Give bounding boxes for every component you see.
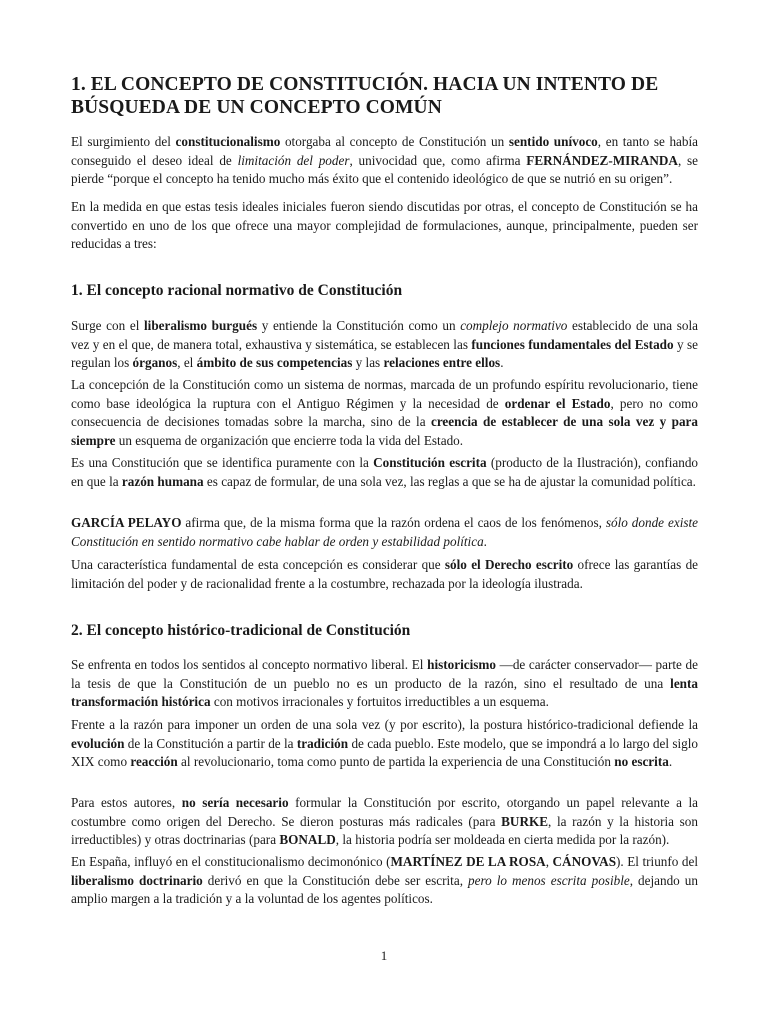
text-run: de la Constitución a partir de la <box>124 735 297 751</box>
text-run: , dejando un amplio margen a la tradición y a la voluntad de los agentes políticos. <box>71 872 698 906</box>
italic-text: pero lo menos escrita posible <box>468 872 630 888</box>
intro-paragraph <box>71 133 698 189</box>
text-run: , se pierde “porque el concepto ha tenido mucho más éxito que el contenido ideológico de que se nutrió en su origen”. <box>71 152 698 186</box>
bold-text: sólo el Derecho escrito <box>444 557 574 572</box>
text-run: con motivos irracionales y fortuitos irreductibles a un esquema. <box>210 694 549 709</box>
section-paragraph <box>71 656 698 712</box>
text-run: ofrece las garantías de limitación del poder y de racionalidad frente a la costumbre, rechazada por la ideología ilustrada. <box>71 557 699 591</box>
text-run: , la razón y la historia son irreductibles) y otras doctrinarias (para <box>71 813 698 847</box>
text-run: (producto de la Ilustración), confiando en que la <box>71 455 699 489</box>
page-number: 1 <box>380 948 388 963</box>
text-run: , la historia podría ser moldeada en cierta medida por la razón). <box>335 832 670 847</box>
bold-text: BURKE <box>501 813 549 829</box>
italic-text: limitación del poder <box>237 152 350 168</box>
section-paragraph <box>71 716 698 772</box>
text-run: Es una Constitución que se identifica puramente con la <box>71 455 374 470</box>
text-run: , el <box>177 355 197 370</box>
bold-text: constitucionalismo <box>175 134 281 149</box>
bold-text: reacción <box>130 754 178 769</box>
intro-paragraph <box>71 198 698 254</box>
italic-text: complejo normativo <box>460 318 568 333</box>
text-run: afirma que, de la misma forma que la razón ordena el caos de los fenómenos, <box>181 515 606 530</box>
bold-text: GARCÍA PELAYO <box>71 515 182 530</box>
section-paragraph <box>71 317 698 373</box>
text-run: al revolucionario, toma como punto de partida la experiencia de una Constitución <box>177 754 615 769</box>
bold-text: liberalismo doctrinario <box>71 872 203 888</box>
text-run: formular la Constitución por escrito, otorgando un papel relevante a la costumbre como origen del Derecho. Se dieron posturas más radicales (para <box>71 795 698 829</box>
bold-text: órganos <box>132 355 178 370</box>
text-run: , univocidad que, como afirma <box>349 152 527 168</box>
bold-text: CÁNOVAS <box>552 854 617 869</box>
section-paragraph <box>71 794 698 850</box>
text-run: Para estos autores, <box>71 795 182 810</box>
bold-text: ámbito de sus competencias <box>196 355 353 370</box>
text-run: —de carácter conservador— parte de la tesis de que la Constitución de un pueblo no es un producto de la razón, sino el resultado de una <box>71 657 698 691</box>
section-paragraph <box>71 514 698 551</box>
text-run: ). El triunfo del <box>616 854 699 869</box>
text-run: un esquema de organización que encierre toda la vida del Estado. <box>115 432 464 448</box>
text-run: , <box>545 854 553 869</box>
text-run: de cada pueblo. Este modelo, que se impondrá a lo largo del siglo XIX como <box>71 735 698 769</box>
bold-text: funciones fundamentales del Estado <box>471 336 674 352</box>
bold-text: BONALD <box>279 832 336 847</box>
text-run: El surgimiento del <box>71 134 176 149</box>
bold-text: Constitución escrita <box>373 455 487 470</box>
italic-text: sólo donde existe Constitución en sentido normativo cabe hablar de orden y estabilidad política <box>71 515 699 549</box>
text-run: y se regulan los <box>71 336 698 370</box>
document-title: 1. EL CONCEPTO DE CONSTITUCIÓN. HACIA UN INTENTO DE BÚSQUEDA DE UN CONCEPTO COMÚN <box>71 74 659 118</box>
text-run: y las <box>352 355 384 370</box>
bold-text: relaciones entre ellos <box>383 355 501 370</box>
section-paragraph <box>71 454 698 491</box>
text-run: otorgaba al concepto de Constitución un <box>280 134 509 149</box>
text-run: establecido de una sola vez y en el que, de manera total, exhaustiva y sistemática, se establecen las <box>71 318 698 352</box>
bold-text: no escrita <box>614 754 669 769</box>
section-paragraph <box>71 376 698 450</box>
bold-text: MARTÍNEZ DE LA ROSA <box>390 854 546 869</box>
bold-text: creencia de establecer de una sola vez y para siempre <box>71 414 698 448</box>
text-run: y entiende la Constitución como un <box>257 318 461 333</box>
bold-text: evolución <box>71 735 125 751</box>
text-run: En España, influyó en el constitucionalismo decimonónico ( <box>71 854 391 869</box>
bold-text: ordenar el Estado <box>504 395 611 411</box>
section-paragraph <box>71 853 698 909</box>
bold-text: liberalismo burgués <box>144 318 258 333</box>
text-run: En la medida en que estas tesis ideales iniciales fueron siendo discutidas por otras, el concepto de Constitución se ha convertido en uno de los que ofrece una mayor complejidad de formulaciones, aunque, principalmente, pueden ser reducidas a tres: <box>71 199 698 251</box>
bold-text: historicismo <box>427 657 496 672</box>
text-run: , pero no como consecuencia de decisiones tomadas sobre la marcha, sino de la <box>71 395 698 429</box>
section-heading: 2. El concepto histórico-tradicional de Constitución <box>71 622 411 639</box>
section-paragraph <box>71 556 698 593</box>
text-run: Surge con el <box>71 318 144 333</box>
bold-text: sentido unívoco <box>508 134 598 149</box>
section-heading: 1. El concepto racional normativo de Constitución <box>71 282 403 299</box>
text-run: es capaz de formular, de una sola vez, las reglas a que se ha de ajustar la comunidad política. <box>203 473 696 489</box>
bold-text: lenta transformación histórica <box>71 675 698 709</box>
text-run: La concepción de la Constitución como un sistema de normas, marcada de un profundo espíritu revolucionario, tiene como base ideológica la ruptura con el Antiguo Régimen y la necesidad de <box>71 377 698 411</box>
text-run: . <box>483 533 487 549</box>
text-run: derivó en que la Constitución debe ser escrita, <box>202 872 469 888</box>
bold-text: FERNÁNDEZ-MIRANDA <box>526 152 678 168</box>
bold-text: tradición <box>296 735 349 751</box>
text-run: . <box>668 754 673 769</box>
text-run: Se enfrenta en todos los sentidos al concepto normativo liberal. El <box>71 657 428 672</box>
text-run: Una característica fundamental de esta concepción es considerar que <box>71 557 445 572</box>
text-run: . <box>500 355 504 370</box>
text-run: Frente a la razón para imponer un orden de una sola vez (y por escrito), la postura histórico-tradicional defiende la <box>71 717 698 732</box>
bold-text: no sería necesario <box>181 795 289 810</box>
text-run: , en tanto se había conseguido el deseo ideal de <box>71 134 699 168</box>
bold-text: razón humana <box>121 473 204 489</box>
